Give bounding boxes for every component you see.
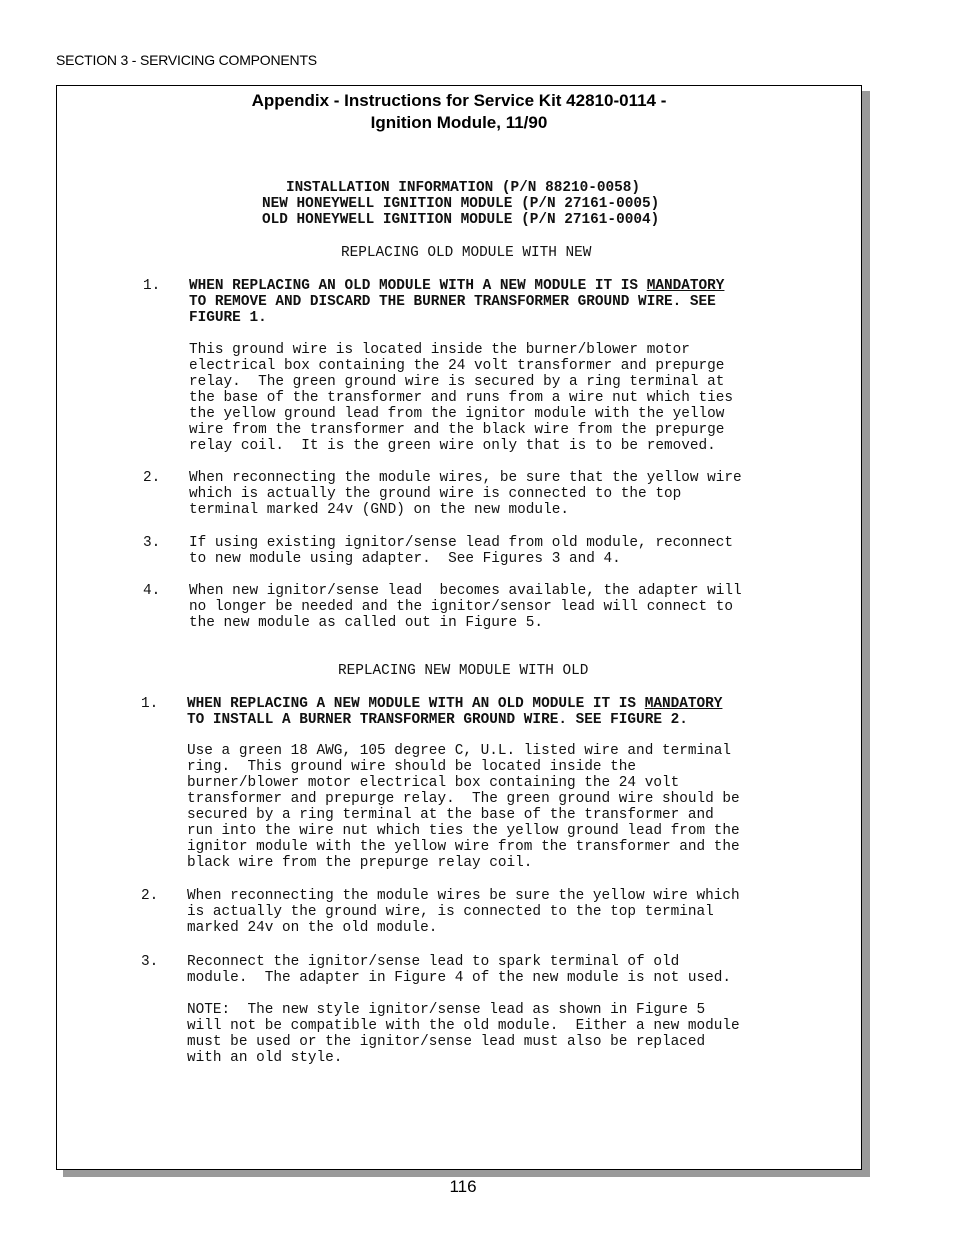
s2-item1-mandatory: MANDATORY — [644, 696, 723, 712]
section2-heading: REPLACING NEW MODULE WITH OLD — [338, 663, 589, 679]
s2-item1-warning-pre: WHEN REPLACING A NEW MODULE WITH AN OLD MODULE IT IS — [187, 696, 645, 712]
s2-item1-warning — [187, 696, 722, 728]
s2-item2-text: When reconnecting the module wires be sure the yellow wire which is actually the ground wire, is connected to the top terminal marked 24v on the old module. — [187, 888, 740, 936]
s1-item1-mandatory: MANDATORY — [646, 278, 725, 294]
appendix-title-line2: Ignition Module, 11/90 — [370, 113, 548, 132]
install-info-line2: NEW HONEYWELL IGNITION MODULE (P/N 27161-0005) — [262, 196, 660, 212]
s2-item1-paragraph: Use a green 18 AWG, 105 degree C, U.L. listed wire and terminal ring. This ground wire should be located inside the burner/blower motor electrical box containing the 24 volt transformer and prepurge relay. The green ground wire should be secured by a ring terminal at the base of the transformer and run into the wire nut which ties the yellow ground lead from the ignitor module with the yellow wire from the transformer and the black wire from the prepurge relay coil. — [187, 743, 740, 871]
s2-item1-number: 1. — [141, 696, 159, 712]
appendix-title-line1: Appendix - Instructions for Service Kit 42810-0114 - — [251, 91, 667, 110]
s1-item1-number: 1. — [143, 278, 161, 294]
section1-heading: REPLACING OLD MODULE WITH NEW — [341, 245, 592, 261]
s1-item2-text: When reconnecting the module wires, be sure that the yellow wire which is actually the ground wire is connected to the top terminal marked 24v (GND) on the new module. — [189, 470, 742, 518]
s1-item4-number: 4. — [143, 583, 161, 599]
s1-item2-number: 2. — [143, 470, 161, 486]
page-number: 116 — [449, 1177, 477, 1196]
s2-item3-number: 3. — [141, 954, 159, 970]
s1-item1-warning — [189, 278, 724, 326]
s2-item3-text: Reconnect the ignitor/sense lead to spark terminal of old module. The adapter in Figure 4 of the new module is not used. — [187, 954, 732, 986]
s1-item4-text: When new ignitor/sense lead becomes available, the adapter will no longer be needed and the ignitor/sensor lead will connect to the new module as called out in Figure 5. — [189, 583, 742, 631]
s1-item1-warning-post: TO REMOVE AND DISCARD THE BURNER TRANSFORMER GROUND WIRE. SEE FIGURE 1. — [189, 294, 716, 326]
install-info-line1: INSTALLATION INFORMATION (P/N 88210-0058) — [286, 180, 641, 196]
s1-item1-paragraph: This ground wire is located inside the burner/blower motor electrical box containing the 24 volt transformer and prepurge relay. The green ground wire is secured by a ring terminal at the base of the transformer and runs from a wire nut which ties the yellow ground lead from the ignitor module with the yellow wire from the transformer and the black wire from the prepurge relay coil. It is the green wire only that is to be removed. — [189, 342, 734, 454]
s2-note: NOTE: The new style ignitor/sense lead as shown in Figure 5 will not be compatible with the old module. Either a new module must be used or the ignitor/sense lead must also be replaced with an old style. — [187, 1002, 740, 1066]
section-header: SECTION 3 - SERVICING COMPONENTS — [56, 52, 317, 68]
s1-item3-text: If using existing ignitor/sense lead from old module, reconnect to new module using adapter. See Figures 3 and 4. — [189, 535, 734, 567]
s1-item3-number: 3. — [143, 535, 161, 551]
s1-item1-warning-pre: WHEN REPLACING AN OLD MODULE WITH A NEW MODULE IT IS — [189, 278, 647, 294]
s2-item1-warning-post: TO INSTALL A BURNER TRANSFORMER GROUND WIRE. SEE FIGURE 2. — [187, 712, 688, 728]
install-info-line3: OLD HONEYWELL IGNITION MODULE (P/N 27161-0004) — [262, 212, 660, 228]
s2-item2-number: 2. — [141, 888, 159, 904]
